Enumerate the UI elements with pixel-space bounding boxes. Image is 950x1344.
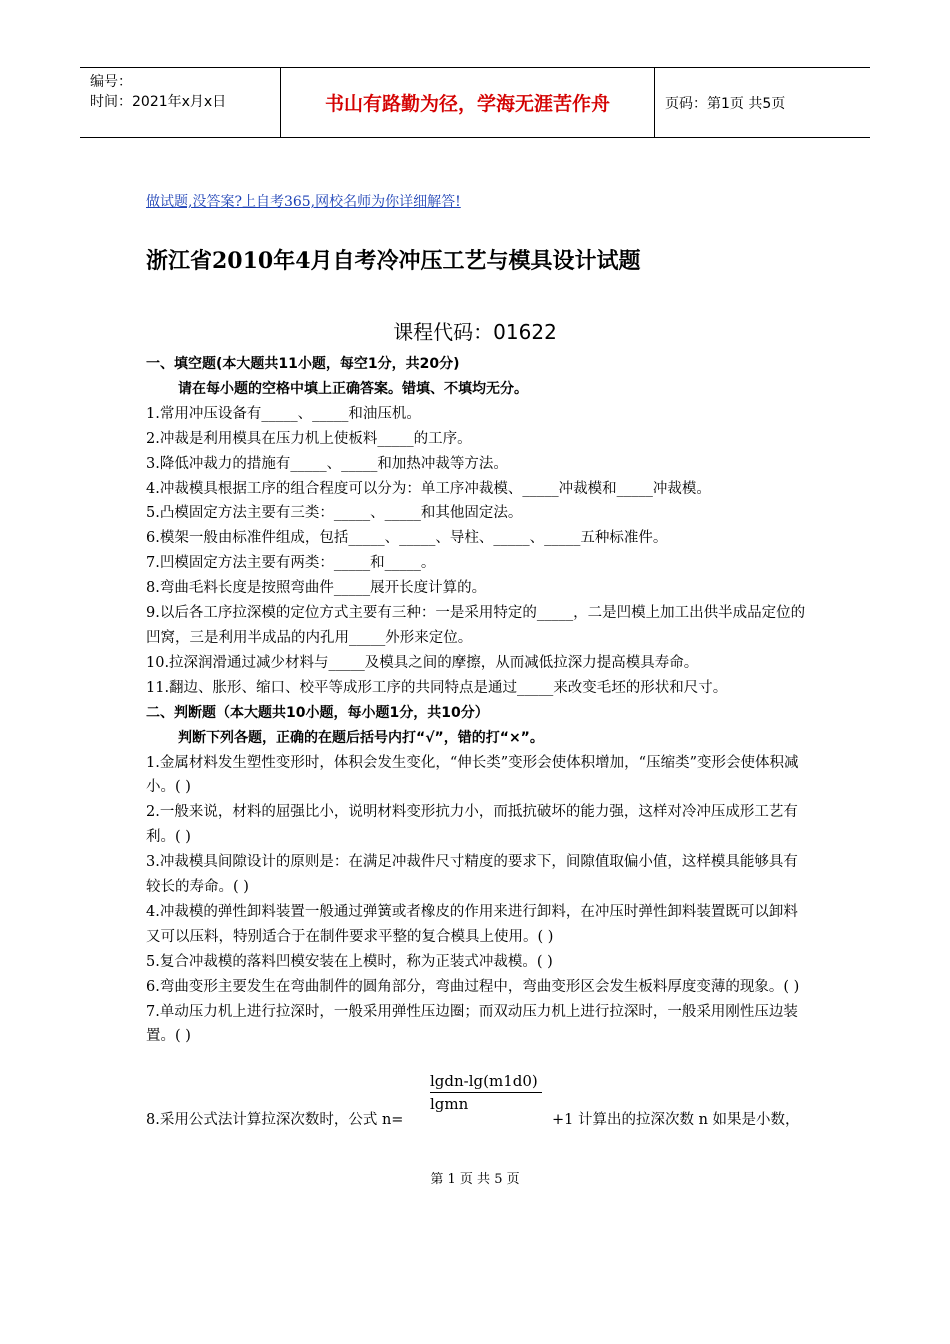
time-label: 时间：2021年x月x日 <box>90 94 227 110</box>
judge-question: 2.一般来说，材料的屈强比小，说明材料变形抗力小，而抵抗破坏的能力强，这样对冷冲压成形工艺有利。( ) <box>146 804 798 846</box>
fill-question: 5.凸模固定方法主要有三类：_____、_____和其他固定法。 <box>146 505 523 522</box>
judge-question: 5.复合冲裁模的落料凹模安装在上模时，称为正装式冲裁模。( ) <box>146 953 553 970</box>
fill-question: 9.以后各工序拉深模的定位方式主要有三种：一是采用特定的_____，二是凹模上加工出供半成品定位的凹窝，三是利用半成品的内孔用_____外形来定位。 <box>146 605 806 646</box>
document-header <box>80 67 870 138</box>
page-footer: 第 1 页 共 5 页 <box>430 1172 520 1187</box>
fill-question: 7.凹模固定方法主要有两类：_____和_____。 <box>146 555 436 572</box>
section2-instruction: 判断下列各题，正确的在题后括号内打“√”，错的打“×”。 <box>178 729 544 746</box>
fill-question: 10.拉深润滑通过减少材料与_____及模具之间的摩擦，从而减低拉深力提高模具寿命。 <box>146 654 699 671</box>
formula-fraction <box>430 1072 542 1113</box>
fill-question: 11.翻边、胀形、缩口、校平等成形工序的共同特点是通过_____来改变毛坯的形状和尺寸。 <box>146 679 728 696</box>
header-meta <box>80 68 280 137</box>
judge-question-8-suffix: +1 计算出的拉深次数 n 如果是小数， <box>552 1112 800 1128</box>
fill-question: 6.模架一般由标准件组成，包括_____、_____、导柱、_____、_____五种标准件。 <box>146 530 668 547</box>
judge-question: 1.金属材料发生塑性变形时，体积会发生变化，“伸长类”变形会使体积增加，“压缩类”变形会使体积减小。( ) <box>146 754 799 796</box>
judge-question: 7.单动压力机上进行拉深时，一般采用弹性压边圈；而双动压力机上进行拉深时，一般采用刚性压边装置。( ) <box>146 1003 798 1045</box>
header-motto: 书山有路勤为径，学海无涯苦作舟 <box>280 68 655 137</box>
exam-title: 浙江省2010年4月自考冷冲压工艺与模具设计试题 <box>146 248 641 274</box>
judge-question-8-prefix: 8.采用公式法计算拉深次数时，公式 n= <box>146 1112 404 1128</box>
header-page-info: 页码：第1页 共5页 <box>665 95 786 112</box>
fill-question: 3.降低冲裁力的措施有_____、_____和加热冲裁等方法。 <box>146 455 508 472</box>
fill-question: 8.弯曲毛料长度是按照弯曲件_____展开长度计算的。 <box>146 580 487 597</box>
section1-instruction: 请在每小题的空格中填上正确答案。错填、不填均无分。 <box>178 380 528 397</box>
course-code: 课程代码：01622 <box>393 320 557 344</box>
judge-question: 4.冲裁模的弹性卸料装置一般通过弹簧或者橡皮的作用来进行卸料，在冲压时弹性卸料装置既可以卸料又可以压料，特别适合于在制件要求平整的复合模具上使用。( ) <box>146 903 798 945</box>
judge-question: 3.冲裁模具间隙设计的原则是：在满足冲裁件尺寸精度的要求下，间隙值取偏小值，这样模具能够具有较长的寿命。( ) <box>146 854 798 896</box>
judge-question: 6.弯曲变形主要发生在弯曲制件的圆角部分，弯曲过程中，弯曲变形区会发生板料厚度变薄的现象。( ) <box>146 978 800 995</box>
section1-heading: 一、填空题(本大题共11小题，每空1分，共20分) <box>146 356 460 372</box>
fill-question: 1.常用冲压设备有_____、_____和油压机。 <box>146 405 421 422</box>
formula-denominator: lgmn <box>430 1095 469 1113</box>
fill-question: 2.冲裁是利用模具在压力机上使板料_____的工序。 <box>146 430 472 447</box>
fill-question: 4.冲裁模具根据工序的组合程度可以分为：单工序冲裁模、_____冲裁模和_____冲裁模。 <box>146 480 711 497</box>
exam-content <box>146 352 811 1049</box>
formula-numerator: lgdn-lg(m1d0) <box>430 1072 542 1093</box>
promo-link[interactable]: 做试题,没答案?上自考365,网校名师为你详细解答! <box>146 194 461 210</box>
number-label: 编号： <box>90 74 132 90</box>
section2-heading: 二、判断题（本大题共10小题，每小题1分，共10分） <box>146 704 489 721</box>
